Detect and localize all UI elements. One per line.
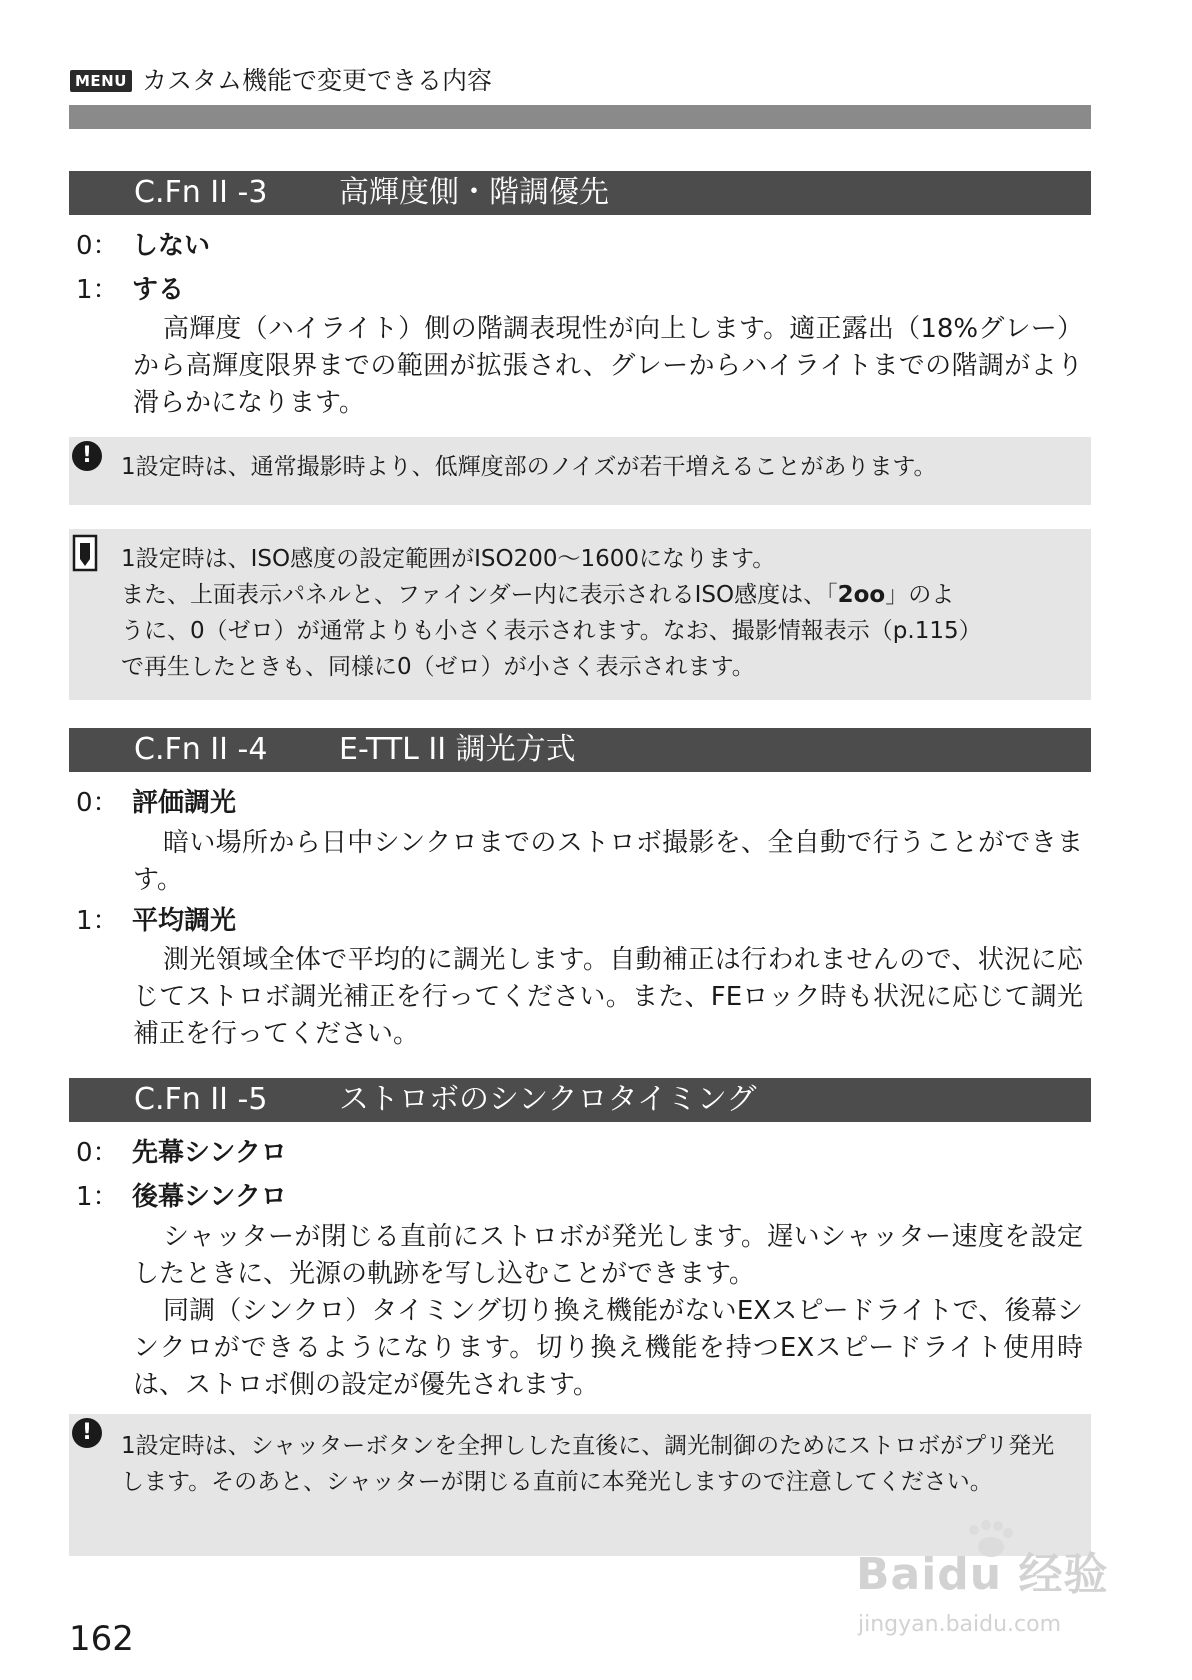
option-0 xyxy=(76,229,210,263)
watermark-logo: Baidu 经验 xyxy=(856,1549,1109,1600)
section-name: ストロボのシンクロタイミング xyxy=(339,1082,757,1117)
memo-line: うに、0（ゼロ）が通常よりも小さく表示されます。なお、撮影情報表示（p.115） xyxy=(121,618,982,644)
option-description: シャッターが閉じる直前にストロボが発光します。遅いシャッター速度を設定したときに、光源の軌跡を写し込むことができます。 xyxy=(133,1222,1083,1289)
watermark-url: jingyan.baidu.com xyxy=(858,1612,1062,1637)
option-description: 測光領域全体で平均的に調光します。自動補正は行われませんので、状況に応じてストロボ調光補正を行ってください。また、FEロック時も状況に応じて調光補正を行ってください。 xyxy=(133,945,1083,1049)
option-label: 後幕シンクロ xyxy=(132,1182,287,1212)
option-1 xyxy=(76,904,236,938)
page-number: 162 xyxy=(69,1619,134,1659)
section-code: C.Fn II -4 xyxy=(134,732,268,767)
option-label: 評価調光 xyxy=(132,788,237,818)
option-1 xyxy=(76,1180,287,1214)
option-description: 暗い場所から日中シンクロまでのストロボ撮影を、全自動で行うことができます。 xyxy=(133,828,1083,895)
section-heading-cfn2-5 xyxy=(69,1078,1091,1122)
option-description: 高輝度（ハイライト）側の階調表現性が向上します。適正露出（18%グレー）から高輝度限界までの範囲が拡張され、グレーからハイライトまでの階調がより滑らかになります。 xyxy=(133,314,1083,418)
option-0 xyxy=(76,1136,287,1170)
section-heading-cfn2-4 xyxy=(69,728,1091,772)
option-number: 1： xyxy=(76,275,119,305)
option-0 xyxy=(76,786,236,820)
option-label: 平均調光 xyxy=(132,906,237,936)
section-name: 高輝度側・階調優先 xyxy=(339,175,609,210)
menu-icon: MENU xyxy=(70,70,132,92)
iso-display-sample: 2oo xyxy=(837,582,886,608)
section-code: C.Fn II -5 xyxy=(134,1082,268,1117)
option-label: する xyxy=(132,275,185,305)
warning-box xyxy=(69,437,1091,505)
option-number: 1： xyxy=(76,906,119,936)
warning-text: 1設定時は、シャッターボタンを全押しした直後に、調光制御のためにストロボがプリ発光します。そのあと、シャッターが閉じる直前に本発光しますので注意してください。 xyxy=(121,1433,1055,1495)
option-label: 先幕シンクロ xyxy=(132,1138,287,1168)
caution-icon: ! xyxy=(72,441,102,471)
option-number: 0： xyxy=(76,231,119,261)
warning-text: 1設定時は、通常撮影時より、低輝度部のノイズが若干増えることがあります。 xyxy=(121,454,937,480)
option-label: しない xyxy=(132,231,211,261)
warning-box xyxy=(69,1414,1091,1556)
memo-box xyxy=(69,529,1091,700)
section-code: C.Fn II -3 xyxy=(134,175,268,210)
option-description: 同調（シンクロ）タイミング切り換え機能がないEXスピードライトで、後幕シンクロができるようになります。切り換え機能を持つEXスピードライト使用時は、ストロボ側の設定が優先されます。 xyxy=(133,1296,1083,1400)
memo-line: 1設定時は、ISO感度の設定範囲がISO200～1600になります。 xyxy=(121,546,776,572)
option-1 xyxy=(76,273,184,307)
header-rule xyxy=(69,105,1091,129)
section-name: E-TTL II 調光方式 xyxy=(339,732,576,767)
memo-line: また、上面表示パネルと、ファインダー内に表示されるISO感度は、「2oo」のよ xyxy=(121,582,955,608)
option-number: 0： xyxy=(76,1138,119,1168)
memo-icon xyxy=(71,533,101,573)
option-number: 0： xyxy=(76,788,119,818)
page-header-title: カスタム機能で変更できる内容 xyxy=(142,66,493,95)
caution-icon: ! xyxy=(72,1418,102,1448)
option-number: 1： xyxy=(76,1182,119,1212)
memo-line: で再生したときも、同様に0（ゼロ）が小さく表示されます。 xyxy=(121,654,755,680)
section-heading-cfn2-3 xyxy=(69,171,1091,215)
